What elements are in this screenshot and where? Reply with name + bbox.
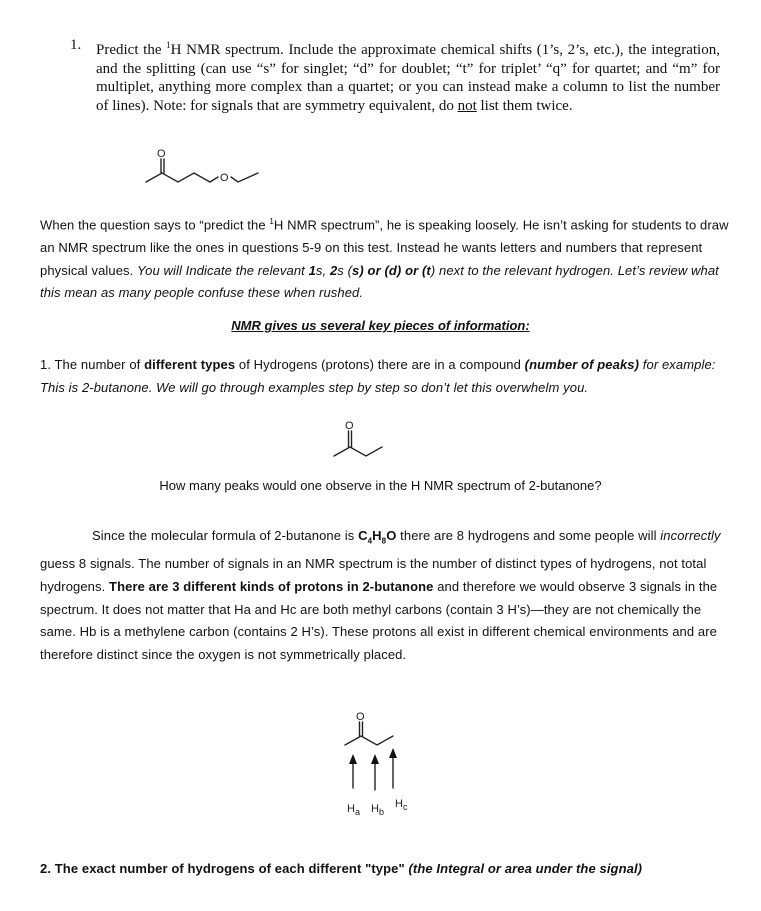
carbonyl-oxygen-label: O bbox=[157, 148, 166, 160]
arrow-ha-icon bbox=[349, 754, 357, 764]
not-emphasis: not bbox=[457, 97, 477, 114]
oxygen-label: O bbox=[356, 711, 365, 723]
point-1-paragraph: 1. The number of different types of Hydrogens (protons) there are in a compound (number of peaks) for example: This is 2-butanone. We will go through examples step by step so don’t let this overwhelm you. bbox=[40, 357, 716, 395]
arrow-hb-icon bbox=[371, 754, 379, 764]
peaks-question: How many peaks would one observe in the H NMR spectrum of 2-butanone? bbox=[159, 478, 602, 493]
intro-paragraph: When the question says to “predict the $^1$H NMR spectrum”, he is speaking loosely. He isn’t asking for students to draw an NMR spectrum like the ones in questions 5-9 on this test. Instead he wants letters and numbers that represent physical values. You will Indicate the relevant 1s, 2s (s) or (d) or (t) next to the relevant hydrogen. Let’s review what this mean as many people confuse these when rushed. bbox=[40, 217, 729, 301]
arrow-hc-icon bbox=[389, 748, 397, 758]
question-text: Predict the $^1$H NMR spectrum. Include the approximate chemical shifts (1’s, 2’s, etc.), the integration, and the splitting (can use “s” for singlet; “d” for doublet; “t” for triplet’ “q” for quartet; and “m” for multiplet, anything more complex than a quartet; or you can instead make a column to list the number of lines). Note: for signals that are symmetry equivalent, do not list them twice. bbox=[96, 40, 720, 114]
molecule-structure-1 bbox=[140, 144, 270, 189]
arrow-heads bbox=[349, 748, 397, 764]
label-ha: $H_a$ bbox=[347, 803, 360, 817]
question-1 bbox=[70, 36, 720, 115]
molecule-labeled-protons bbox=[335, 708, 445, 823]
question-number: 1. bbox=[70, 37, 82, 53]
label-hc: $H_c$ bbox=[395, 798, 408, 812]
point-2-paragraph: 2. The exact number of hydrogens of each different "type" (the Integral or area under the signal) bbox=[40, 861, 643, 876]
explanation-paragraph: Since the molecular formula of 2-butanone is $C_4H_8O$ there are 8 hydrogens and some people will incorrectly guess 8 signals. The number of signals in an NMR spectrum is the number of distinct types of hydrogens, not total hydrogens. There are 3 different kinds of protons in 2-butanone and therefore we would observe 3 signals in the spectrum. It does not matter that Ha and Hc are both methyl carbons (contain 3 H’s)—they are not chemically the same. Hb is a methylene carbon (contains 2 H’s). These protons all exist in different chemical environments and are therefore distinct since the oxygen is not symmetrically placed. bbox=[40, 528, 721, 663]
molecule-2-butanone bbox=[330, 418, 400, 463]
oxygen-label: O bbox=[345, 420, 354, 432]
section-heading: NMR gives us several key pieces of information: bbox=[231, 318, 530, 333]
label-hb: $H_b$ bbox=[371, 803, 384, 817]
ether-oxygen-label: O bbox=[220, 172, 229, 184]
